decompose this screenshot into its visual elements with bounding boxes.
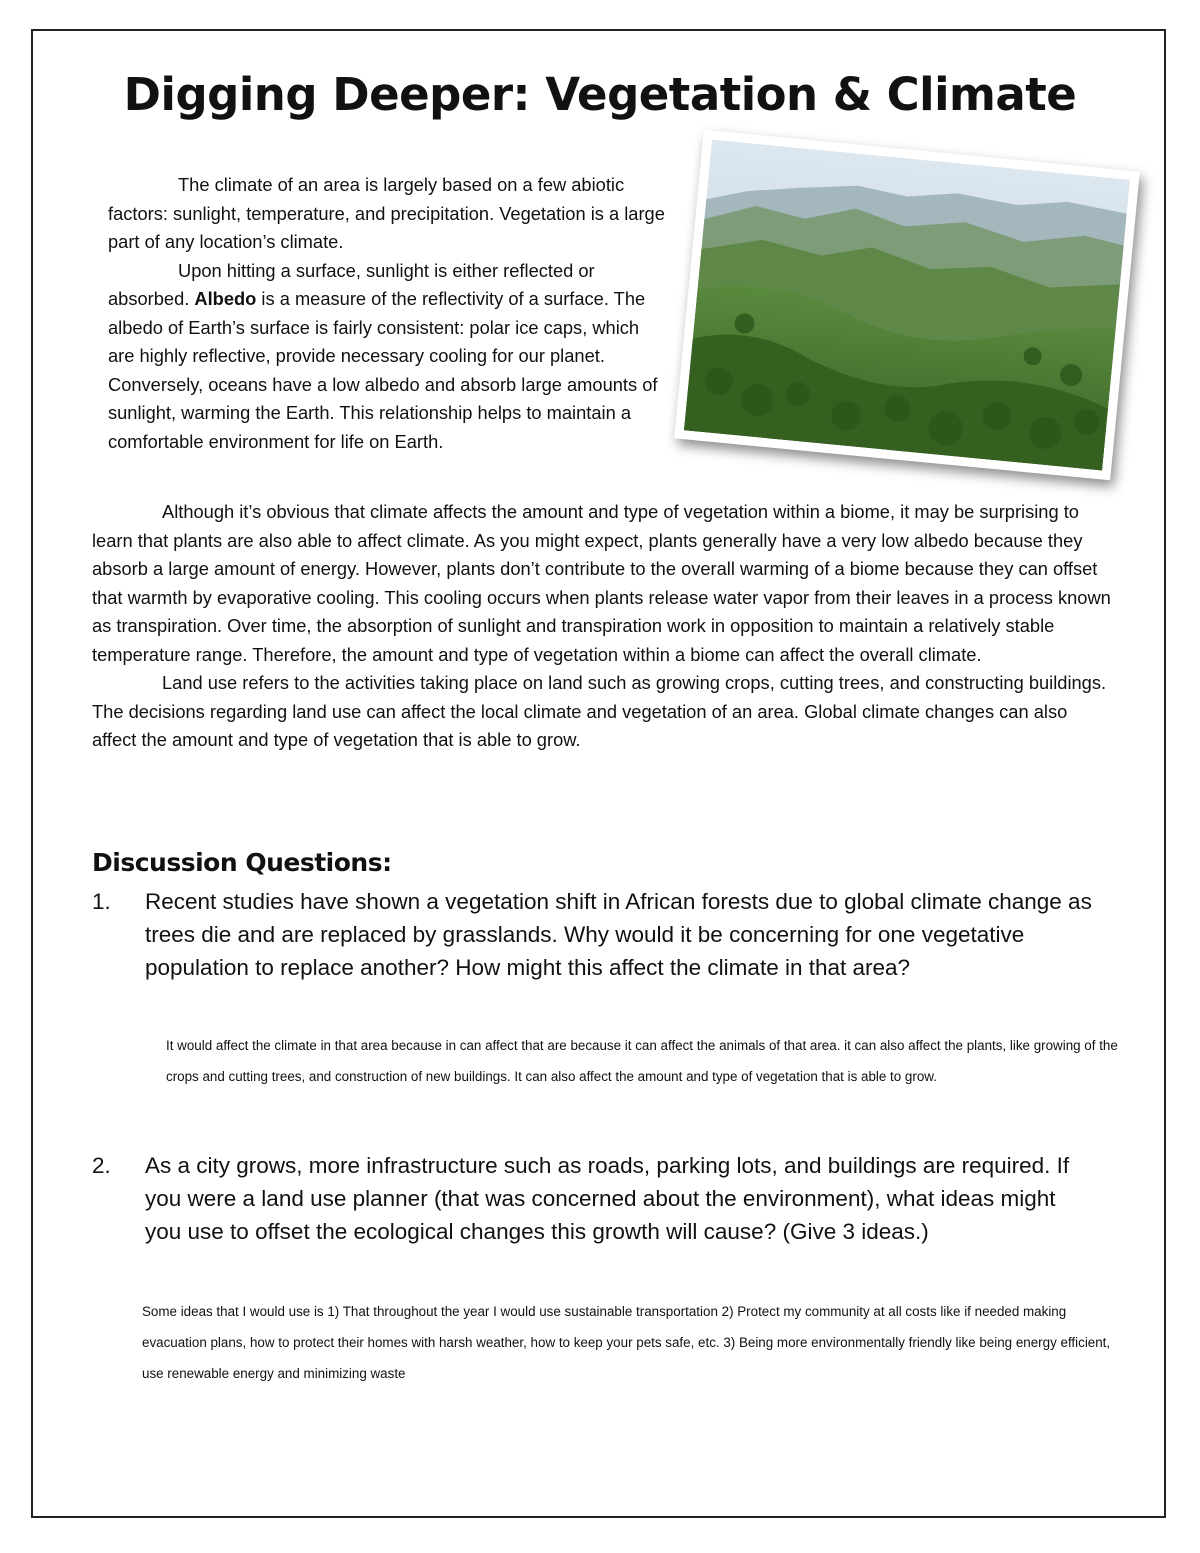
page-title: Digging Deeper: Vegetation & Climate [123, 68, 1077, 121]
albedo-term: Albedo [194, 288, 257, 309]
intro-p2-end: is a measure of the reflectivity of a surface. The albedo of Earth’s surface is fairly consistent: polar ice caps, which are highly reflective, provide necessary cooling for our planet. Conversely, oceans have a low albedo and absorb large amounts of sunlight, warming the Earth. This relationship helps to maintain a comfortable environment for life on Earth. [108, 288, 658, 452]
discussion-heading: Discussion Questions: [92, 848, 392, 877]
main-body [92, 498, 1112, 755]
forest-landscape-image [684, 140, 1130, 471]
body-paragraph-3: Although it’s obvious that climate affects the amount and type of vegetation within a biome, it may be surprising to learn that plants are also able to affect climate. As you might expect, plants generally have a very low albedo because they absorb a large amount of energy. However, plants don’t contribute to the overall warming of a biome because they can offset that warmth by evaporative cooling. This cooling occurs when plants release water vapor from their leaves in a process known as transpiration. Over time, the absorption of sunlight and transpiration work in opposition to maintain a relatively stable temperature range. Therefore, the amount and type of vegetation within a biome can affect the overall climate. [92, 501, 1111, 665]
question-number: 2. [92, 1153, 111, 1178]
intro-section [108, 171, 668, 456]
intro-paragraph-1: The climate of an area is largely based on a few abiotic factors: sunlight, temperature, and precipitation. Vegetation is a large part of any location’s climate. [108, 174, 665, 252]
question-text: As a city grows, more infrastructure such as roads, parking lots, and buildings are required. If you were a land use planner (that was concerned about the environment), what ideas might you use to offset the ecological changes this growth will cause? (Give 3 ideas.) [145, 1153, 1070, 1244]
question-number: 1. [92, 889, 111, 914]
intro-paragraph-2 [108, 257, 668, 457]
question-2 [92, 1149, 1092, 1248]
answer-1: It would affect the climate in that area because in can affect that are because it can affect the animals of that area. it can also affect the plants, like growing of the crops and cutting trees, and construction of new buildings. It can also affect the amount and type of vegetation that is able to grow. [166, 1038, 1118, 1084]
forest-photo [674, 130, 1140, 481]
body-paragraph-4: Land use refers to the activities taking place on land such as growing crops, cutting trees, and constructing buildings. The decisions regarding land use can affect the local climate and vegetation of an area. Global climate changes can also affect the amount and type of vegetation that is able to grow. [92, 672, 1107, 750]
answer-2: Some ideas that I would use is 1) That throughout the year I would use sustainable transportation 2) Protect my community at all costs like if needed making evacuation plans, how to protect their homes with harsh weather, how to keep your pets safe, etc. 3) Being more environmentally friendly like being energy efficient, use renewable energy and minimizing waste [142, 1304, 1111, 1381]
question-1 [92, 885, 1092, 984]
intro-p2-start: Upon hitting a surface, sunlight is either reflected or absorbed. [108, 259, 595, 309]
question-text: Recent studies have shown a vegetation shift in African forests due to global climate change as trees die and are replaced by grasslands. Why would it be concerning for one vegetative population to replace another? How might this affect the climate in that area? [145, 889, 1092, 980]
